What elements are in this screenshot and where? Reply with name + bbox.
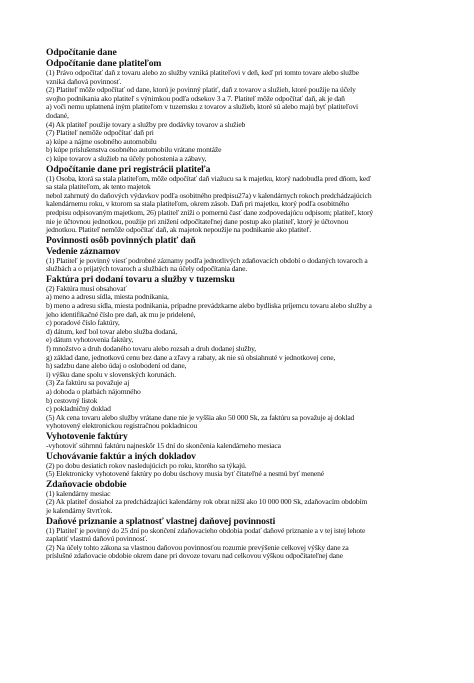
text-line: c) kúpe tovarov a služieb na účely pohostenia a zábavy,	[46, 153, 207, 163]
text-line: (2) Ak platiteľ dosiahol za predchádzajúci kalendárny rok obrat nižší ako 10 000 000 Sk, zdaňovacím obdobím	[46, 497, 368, 507]
text-line: (2) Na účely tohto zákona sa vlastnou daňovou povinnosťou rozumie prevýšenie celkovej výšky dane za	[46, 542, 349, 552]
text-line: i) výšku dane spolu v slovenských korunách.	[46, 369, 177, 379]
text-line: (1) Platiteľ je povinný viesť podrobné záznamy podľa jednotlivých zdaňovacích období o dodaných tovaroch a	[46, 255, 368, 265]
text-line: d) dátum, keď bol tovar alebo služba dodaná,	[46, 326, 177, 336]
text-line: c) poradové číslo faktúry,	[46, 318, 120, 328]
text-line: (2) Faktúra musí obsahovať	[46, 283, 127, 293]
text-line: príslušné zdaňovacie obdobie okrem dane pri dovoze tovaru nad celkovou výškou odpočítateľnej dane	[46, 551, 343, 561]
text-line: (3) Za faktúru sa považuje aj	[46, 378, 130, 388]
text-line: h) sadzbu dane alebo údaj o oslobodení od dane,	[46, 361, 187, 371]
text-line: b) meno a adresu sídla, miesta podnikania, prípadne prevádzkarne alebo bydliska príjemcu tovaru alebo služby a	[46, 301, 372, 311]
text-line: (1) Právo odpočítať daň z tovaru alebo zo služby vzniká platiteľovi v deň, keď pri tomto tovare alebo službe	[46, 68, 359, 77]
section-heading: Vyhotovenie faktúry	[46, 430, 128, 442]
text-line: predpisu odpisovaným majetkom, 26) platiteľ zníži o pomernú časť dane zodpovedajúcu odpisom; platiteľ, ktorý	[46, 207, 374, 217]
section-heading: Daňové priznanie a splatnosť vlastnej daňovej povinnosti	[46, 515, 276, 527]
text-line: a) voči nemu uplatnená iným platiteľom v tuzemsku z tovarov a služieb, ktoré sú alebo majú byť platiteľovi	[46, 102, 358, 112]
text-line: (2) Platiteľ môže odpočítať od dane, ktorú je povinný platiť, daň z tovarov a služieb, ktoré použije na účely	[46, 85, 356, 95]
text-line: (1) kalendárny mesiac	[46, 488, 111, 498]
document-body	[46, 47, 432, 561]
text-line: je kalendárny štvrťrok.	[46, 505, 113, 515]
text-line: e) dátum vyhotovenia faktúry,	[46, 335, 134, 345]
text-line: zaplatiť vlastnú daňovú povinnosť.	[46, 534, 148, 544]
text-line: a) dohoda o platbách nájomného	[46, 387, 141, 396]
text-line: (1) Platiteľ je povinný do 25 dní po skončení zdaňovacieho obdobia podať daňové priznanie a v tej istej lehote	[46, 525, 366, 535]
section-heading: Faktúra pri dodaní tovaru a služby v tuzemsku	[46, 273, 235, 285]
text-line: (7) Platiteľ nemôže odpočítať daň pri	[46, 128, 154, 138]
text-line: (2) po dobu desiatich rokov nasledujúcich po roku, ktorého sa týkajú.	[46, 460, 247, 470]
text-line: jeho identifikačné číslo pre daň, ak mu je pridelené,	[46, 309, 196, 319]
text-line: f) množstvo a druh dodaného tovaru alebo rozsah a druh dodanej služby,	[46, 344, 257, 354]
text-line: (5) Ak cena tovaru alebo služby vrátane dane nie je vyššia ako 50 000 Sk, za faktúru sa považuje aj doklad	[46, 412, 355, 422]
text-line: jednotkou. Platiteľ nemôže odpočítať daň, ak majetok nepoužije na podnikanie ako platiteľ.	[46, 225, 311, 235]
text-line: vzniká daňová povinnosť.	[46, 76, 122, 86]
text-line: (5) Elektronicky vyhotovené faktúry po dobu úschovy musia byť čitateľné a nesmú byť menené	[46, 469, 325, 479]
section-heading: Vedenie záznamov	[46, 245, 120, 257]
text-line: -vyhotoviť súhrnnú faktúru najneskôr 15 dní do skončenia kalendárneho mesiaca	[46, 440, 281, 450]
text-line: kalendárnemu roku, v ktorom sa stala platiteľom, okrem zásob. Daň pri majetku, ktorý podľa osobitného	[46, 199, 350, 209]
text-line: a) kúpe a nájme osobného automobilu	[46, 136, 157, 146]
text-line: b) kúpe príslušenstva osobného automobilu vrátane montáže	[46, 145, 222, 155]
text-line: svojho podnikania ako platiteľ s výnimkou podľa odsekov 3 a 7. Platiteľ môže odpočítať daň, ak je daň	[46, 93, 345, 103]
section-heading: Odpočítanie dane pri registrácii platiteľa	[46, 163, 211, 175]
text-line: c) pokladničný doklad	[46, 404, 111, 414]
text-line: dodané,	[46, 110, 69, 120]
section-heading: Odpočítanie dane platiteľom	[46, 58, 162, 69]
text-line: b) cestovný lístok	[46, 395, 98, 405]
text-line: a) meno a adresu sídla, miesta podnikania,	[46, 292, 169, 302]
text-line: (4) Ak platiteľ použije tovary a služby pre dodávky tovarov a služieb	[46, 119, 246, 129]
section-heading: Odpočítanie dane	[46, 47, 117, 58]
text-line: (1) Osoba, ktorá sa stala platiteľom, môže odpočítať daň viažucu sa k majetku, ktorý nadobudla pred dňom, keď	[46, 173, 371, 183]
text-line: nie je účtovnou jednotkou, použije pri znížení odpočítateľnej dane postup ako platiteľ, ktorý je účtovnou	[46, 216, 349, 226]
text-line: g) základ dane, jednotkovú cenu bez dane a zľavy a rabaty, ak nie sú obsiahnuté v jednotkovej cene,	[46, 352, 336, 362]
text-line: nebol zahrnutý do daňových výdavkov podľa osobitného predpisu27a) v kalendárnych rokoch predchádzajúcich	[46, 190, 372, 200]
text-line: vyhotovený elektronickou registračnou pokladnicou	[46, 421, 198, 431]
text-line: službách a o prijatých tovaroch a službách na účely odpočítania dane.	[46, 264, 248, 274]
section-heading: Uchovávanie faktúr a iných dokladov	[46, 450, 196, 462]
section-heading: Zdaňovacie obdobie	[46, 478, 127, 490]
section-heading: Povinnosti osôb povinných platiť daň	[46, 234, 196, 246]
text-line: sa stala platiteľom, ak tento majetok	[46, 182, 151, 192]
